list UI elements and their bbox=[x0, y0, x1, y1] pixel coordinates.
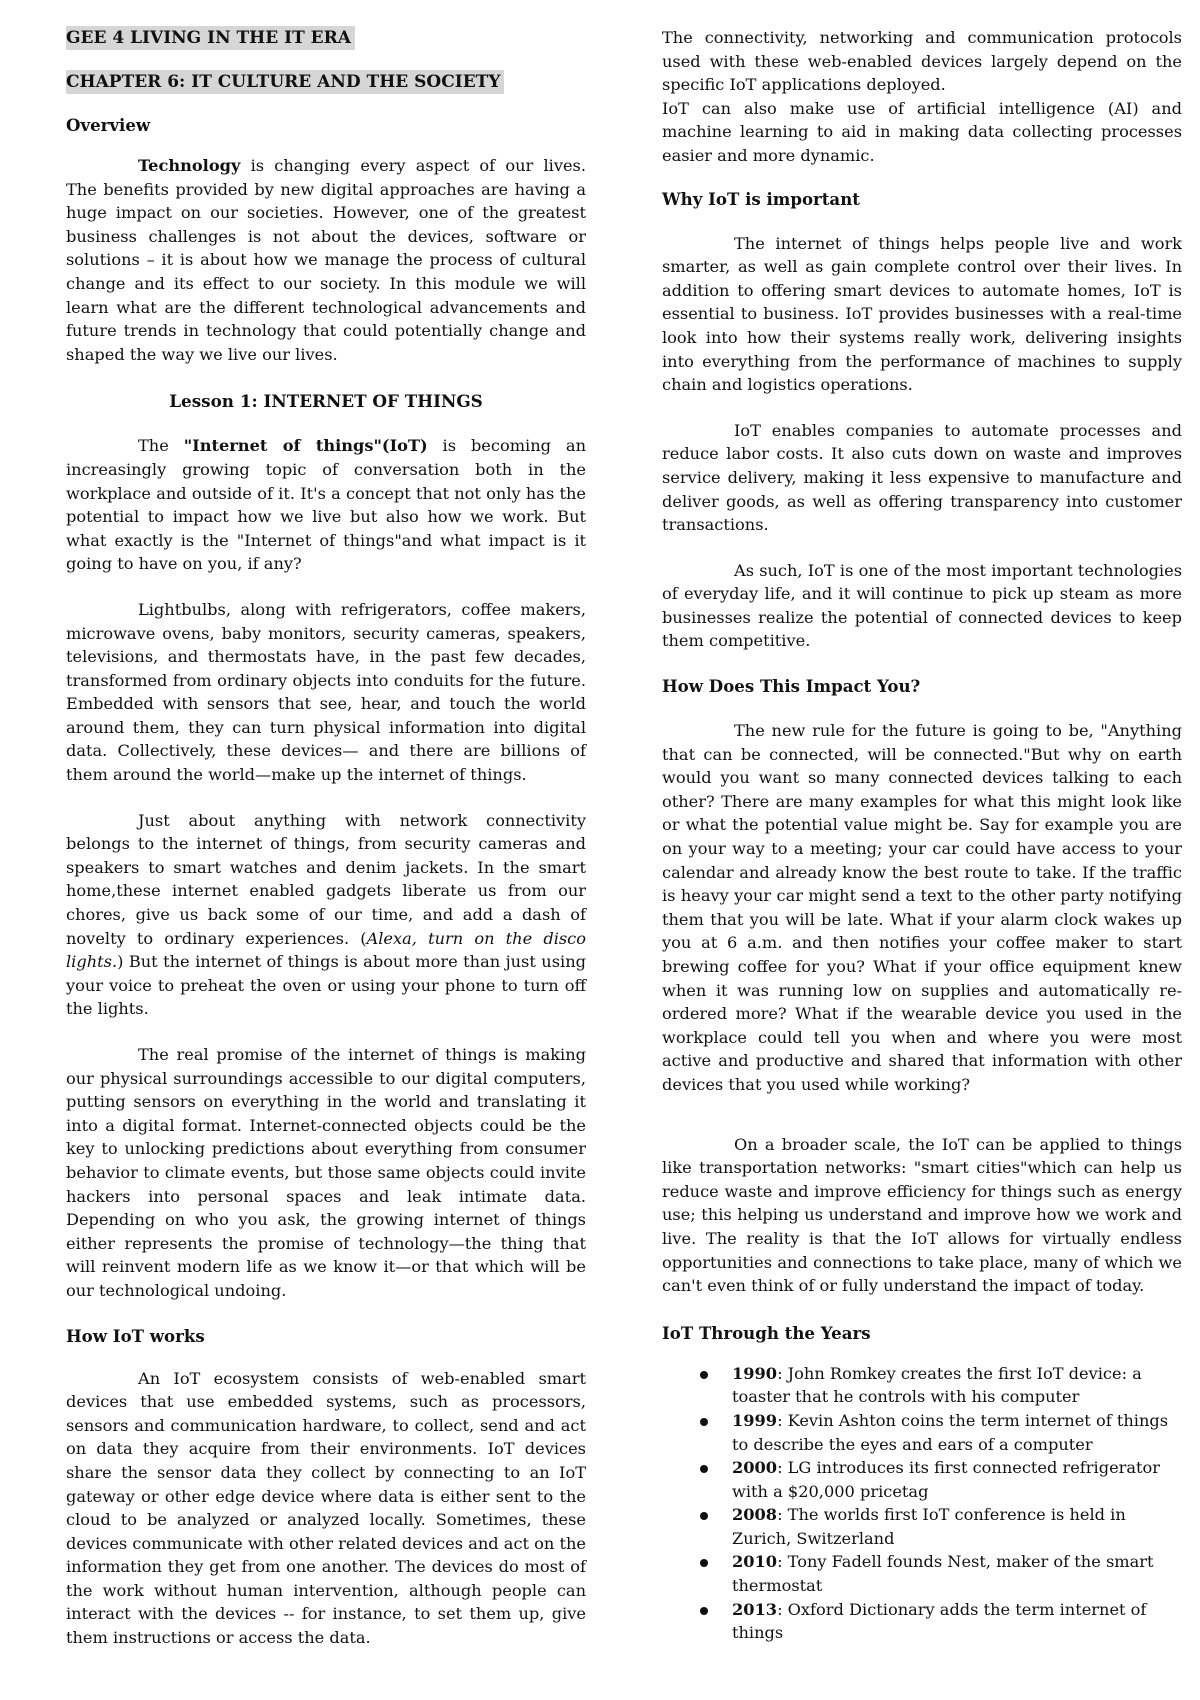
competitive-paragraph: As such, IoT is one of the most important technologies of everyday life, and it will continue to pick up steam as more businesses realize the potential of connected devices to keep them competitive. bbox=[662, 560, 1182, 651]
bullet-icon bbox=[700, 1418, 708, 1426]
timeline-list bbox=[662, 1362, 1182, 1645]
course-title: GEE 4 LIVING IN THE IT ERA bbox=[66, 26, 355, 50]
timeline-item: 1999: Kevin Ashton coins the term internet of things to describe the eyes and ears of a computer bbox=[700, 1409, 1182, 1456]
chapter-title: CHAPTER 6: IT CULTURE AND THE SOCIETY bbox=[66, 70, 504, 94]
timeline-item: 2000: LG introduces its first connected refrigerator with a $20,000 pricetag bbox=[700, 1456, 1182, 1503]
alexa-quote: Alexa, turn on the disco lights. bbox=[66, 928, 586, 972]
iot-term: "Internet of things"(IoT) bbox=[183, 436, 428, 456]
smarter-paragraph: The internet of things helps people live and work smarter, as well as gain complete control over their lives. In addition to offering smart devices to automate homes, IoT is essential to business. IoT provides businesses with a real-time look into how their systems really work, delivering insights into everything from the performance of machines to supply chain and logistics operations. bbox=[662, 233, 1182, 395]
overview-paragraph: Technology is changing every aspect of our lives. The benefits provided by new digital approaches are having a huge impact on our societies. However, one of the greatest business challenges is not about the devices, software or solutions – it is about how we manage the process of cultural change and its effect to our society. In this module we will learn what are the different technological advancements and future trends in technology that could potentially change and shaped the way we live our lives. bbox=[66, 156, 586, 364]
why-important-heading: Why IoT is important bbox=[662, 188, 860, 209]
devices-paragraph: Lightbulbs, along with refrigerators, coffee makers, microwave ovens, baby monitors, security cameras, speakers, televisions, and thermostats have, in the past few decades, transformed from ordinary objects into conduits for the future. Embedded with sensors that see, hear, and touch the world around them, they can turn physical information into digital data. Collectively, these devices— and there are billions of them around the world—make up the internet of things. bbox=[66, 599, 586, 785]
bullet-icon bbox=[700, 1559, 708, 1567]
technology-term: Technology bbox=[138, 156, 241, 175]
ecosystem-paragraph: An IoT ecosystem consists of web-enabled smart devices that use embedded systems, such as processors, sensors and communication hardware, to collect, send and act on data they acquire from their environments. IoT devices share the sensor data they collect by connecting to an IoT gateway or other edge device where data is either sent to the cloud to be analyzed or analyzed locally. Sometimes, these devices communicate with other related devices and act on the information they get from one another. The devices do most of the work without human intervention, although people can interact with the devices -- for instance, to set them up, give them instructions or access the data. bbox=[66, 1368, 586, 1648]
lesson-title: Lesson 1: INTERNET OF THINGS bbox=[169, 391, 483, 412]
broader-scale-paragraph: On a broader scale, the IoT can be applied to things like transportation networks: "smart cities"which can help us reduce waste and improve efficiency for things such as energy use; this helping us understand and improve how we work and live. The reality is that the IoT allows for virtually endless opportunities and connections to take place, many of which we can't even think of or fully understand the impact of today. bbox=[662, 1134, 1182, 1296]
iot-intro-paragraph: The "Internet of things"(IoT) is becoming an increasingly growing topic of conversation both in the workplace and outside of it. It's a concept that not only has the potential to impact how we live but also how we work. But what exactly is the "Internet of things"and what impact is it going to have on you, if any? bbox=[66, 436, 586, 574]
ai-paragraph: IoT can also make use of artificial intelligence (AI) and machine learning to aid in making data collecting processes easier and more dynamic. bbox=[662, 98, 1182, 165]
left-column bbox=[66, 26, 586, 1650]
timeline-item: 2013: Oxford Dictionary adds the term internet of things bbox=[700, 1598, 1182, 1645]
bullet-icon bbox=[700, 1512, 708, 1520]
future-rule-paragraph: The new rule for the future is going to be, "Anything that can be connected, will be connected."But why on earth would you want so many connected devices talking to each other? There are many examples for what this might look like or what the potential value might be. Say for example you are on your way to a meeting; your car could have access to your calendar and already know the best route to take. If the traffic is heavy your car might send a text to the other party notifying them that you will be late. What if your alarm clock wakes up you at 6 a.m. and then notifies your coffee maker to start brewing coffee for you? What if your office equipment knew when it was running low on supplies and automatically re-ordered more? What if the wearable device you used in the workplace could tell you when and where you were most active and productive and shared that information with other devices that you used while working? bbox=[662, 721, 1182, 1094]
bullet-icon bbox=[700, 1607, 708, 1615]
how-iot-works-heading: How IoT works bbox=[66, 1325, 205, 1346]
bullet-icon bbox=[700, 1371, 708, 1379]
connectivity-paragraph: Just about anything with network connectivity belongs to the internet of things, from security cameras and speakers to smart watches and denim jackets. In the smart home,these internet enabled gadgets liberate us from our chores, give us back some of our time, and add a dash of novelty to ordinary experiences. (Alexa, turn on the disco lights.) But the internet of things is about more than just using your voice to preheat the oven or using your phone to turn off the lights. bbox=[66, 810, 586, 1019]
timeline-item: 2010: Tony Fadell founds Nest, maker of the smart thermostat bbox=[700, 1550, 1182, 1597]
protocols-paragraph: The connectivity, networking and communication protocols used with these web-enabled devices largely depend on the specific IoT applications deployed. bbox=[662, 28, 1182, 95]
automate-paragraph: IoT enables companies to automate processes and reduce labor costs. It also cuts down on waste and improves service delivery, making it less expensive to manufacture and deliver goods, as well as offering transparency into customer transactions. bbox=[662, 420, 1182, 535]
overview-heading: Overview bbox=[66, 115, 151, 135]
bullet-icon bbox=[700, 1465, 708, 1473]
impact-heading: How Does This Impact You? bbox=[662, 676, 921, 697]
timeline-item: 2008: The worlds first IoT conference is held in Zurich, Switzerland bbox=[700, 1503, 1182, 1550]
timeline-item: 1990: John Romkey creates the first IoT device: a toaster that he controls with his computer bbox=[700, 1362, 1182, 1409]
promise-paragraph: The real promise of the internet of things is making our physical surroundings accessible to our digital computers, putting sensors on everything in the world and translating it into a digital format. Internet-connected objects could be the key to unlocking predictions about everything from consumer behavior to climate events, but those same objects could invite hackers into personal spaces and leak intimate data. Depending on who you ask, the growing internet of things either represents the promise of technology—the thing that will reinvent modern life as we know it—or that which will be our technological undoing. bbox=[66, 1045, 586, 1300]
right-column bbox=[662, 26, 1182, 1645]
timeline-heading: IoT Through the Years bbox=[662, 1322, 871, 1343]
